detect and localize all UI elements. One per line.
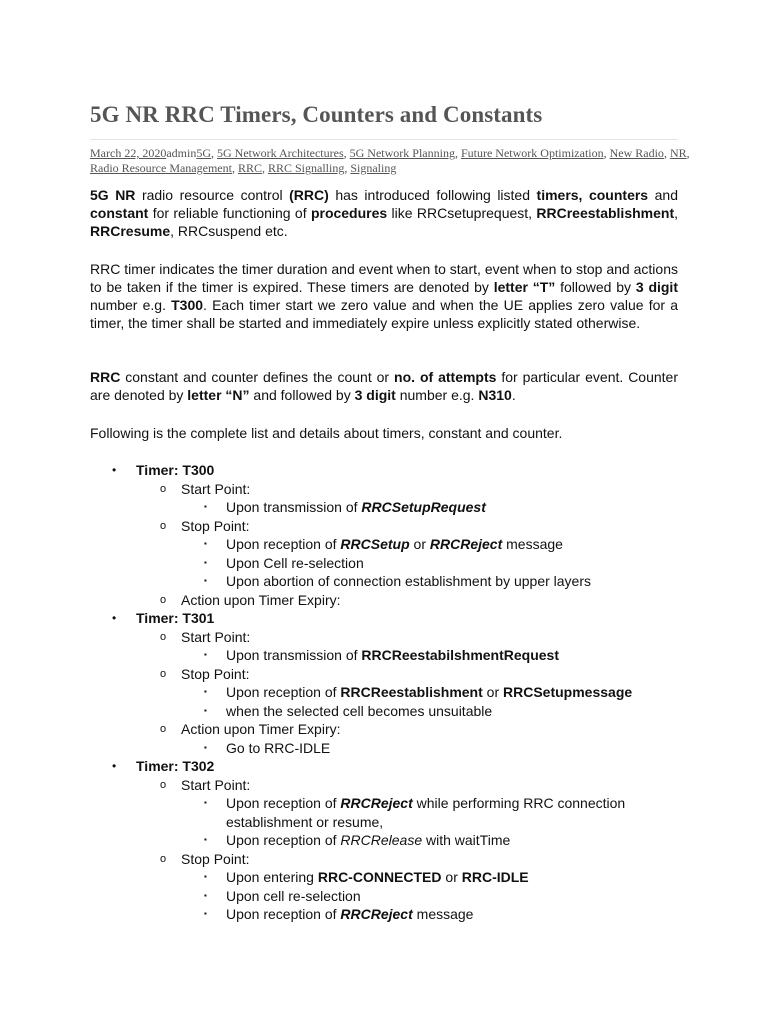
list-item-continuation: establishment or resume, <box>226 813 384 830</box>
square-marker: ▪ <box>204 502 207 511</box>
circle-marker: o <box>160 630 167 643</box>
list-item: ▪ Upon abortion of connection establishment by upper layers <box>204 573 591 589</box>
list-intro-paragraph: Following is the complete list and details about timers, constant and counter. <box>90 425 563 441</box>
list-item: ▪ Upon reception of RRCSetup or RRCReject message <box>204 536 563 552</box>
page-title: 5G NR RRC Timers, Counters and Constants <box>90 102 543 127</box>
circle-marker: o <box>160 593 167 606</box>
square-marker: ▪ <box>204 798 207 807</box>
circle-marker: o <box>160 667 167 680</box>
category-link-radio-resource-management[interactable]: Radio Resource Management <box>90 161 232 175</box>
list-item-timer-t301: • Timer: T301 <box>112 610 215 626</box>
circle-marker: o <box>160 723 167 735</box>
list-item: ▪ Upon reception of RRCReject while performing RRC connection <box>204 795 626 811</box>
square-marker: ▪ <box>204 890 207 900</box>
category-link-rrc-signalling[interactable]: RRC Signalling <box>267 161 345 175</box>
square-marker: ▪ <box>204 909 207 918</box>
bullet-marker: • <box>112 759 117 773</box>
counter-description-paragraph: RRC constant and counter defines the count or no. of attempts for particular event. Counter are denoted by letter “N” and followed by 3 digit number e.g. N310. <box>90 369 678 403</box>
category-link-nr[interactable]: NR <box>669 146 687 160</box>
list-item: ▪ Upon reception of RRCReject message <box>204 906 474 922</box>
category-link-5g-network-planning[interactable]: 5G Network Planning <box>349 146 455 160</box>
square-marker: ▪ <box>204 872 207 881</box>
post-meta: March 22, 2020admin5G, 5G Network Architectures, 5G Network Planning, Future Network Optimization, New Radio, NR, Radio Resource Management, RRC, RRC Signalling, Signaling <box>90 146 690 175</box>
list-item: ▪ Upon cell re-selection <box>204 887 361 904</box>
post-date-link[interactable]: March 22, 2020 <box>90 146 167 160</box>
list-item: ▪ Upon transmission of RRCSetupRequest <box>204 499 486 515</box>
square-marker: ▪ <box>204 576 207 585</box>
title-divider <box>90 139 678 140</box>
list-item-timer-t302: • Timer: T302 <box>112 758 215 774</box>
category-link-future-network-optimization[interactable]: Future Network Optimization <box>460 146 604 160</box>
circle-marker: o <box>160 852 167 865</box>
list-item: ▪ when the selected cell becomes unsuitable <box>204 702 493 719</box>
list-item: ▪ Upon transmission of RRCReestabilshmentRequest <box>204 647 560 663</box>
list-item-stop-point: o Stop Point: <box>160 850 250 867</box>
square-marker: ▪ <box>204 557 207 567</box>
post-author: admin <box>166 146 197 160</box>
category-link-signaling[interactable]: Signaling <box>350 161 397 175</box>
list-item-action-on-expiry: o Action upon Timer Expiry: <box>160 721 341 737</box>
intro-paragraph: 5G NR radio resource control (RRC) has introduced following listed timers, counters and constant for reliable functioning of procedures like RRCsetuprequest, RRCreestablishment, RRCresume, RRCsuspend etc. <box>90 187 678 239</box>
list-item-action-on-expiry: o Action upon Timer Expiry: <box>160 591 341 608</box>
list-item: ▪ Upon Cell re-selection <box>204 554 364 571</box>
list-item-start-point: o Start Point: <box>160 628 251 645</box>
list-item-start-point: o Start Point: <box>160 776 251 793</box>
circle-marker: o <box>160 778 167 791</box>
timer-description-paragraph: RRC timer indicates the timer duration and event when to start, event when to stop and actions to be taken if the timer is expired. These timers are denoted by letter “T” followed by 3 digit number e.g. T300. Each timer start we zero value and when the UE applies zero value for a timer, the timer shall be started and immediately expire unless explicitly stated otherwise. <box>90 261 678 331</box>
square-marker: ▪ <box>204 705 207 715</box>
square-marker: ▪ <box>204 742 207 752</box>
category-link-5g[interactable]: 5G <box>196 146 211 160</box>
list-item-stop-point: o Stop Point: <box>160 665 250 682</box>
category-link-new-radio[interactable]: New Radio <box>609 146 664 160</box>
category-link-5g-network-architectures[interactable]: 5G Network Architectures <box>217 146 344 160</box>
square-marker: ▪ <box>204 539 207 548</box>
list-item: ▪ Upon reception of RRCReestablishment or RRCSetupmessage <box>204 684 633 700</box>
bullet-marker: • <box>112 463 117 477</box>
list-item: ▪ Upon reception of RRCRelease with waitTime <box>204 832 511 848</box>
bullet-marker: • <box>112 611 117 625</box>
timer-list <box>0 461 768 924</box>
list-item: ▪ Upon entering RRC-CONNECTED or RRC-IDLE <box>204 869 529 885</box>
square-marker: ▪ <box>204 687 207 696</box>
list-item-start-point: o Start Point: <box>160 480 251 497</box>
list-item-timer-t300: • Timer: T300 <box>112 462 215 478</box>
square-marker: ▪ <box>204 835 207 844</box>
list-item: ▪ Go to RRC-IDLE <box>204 739 331 756</box>
circle-marker: o <box>160 482 167 495</box>
circle-marker: o <box>160 519 167 532</box>
list-item-stop-point: o Stop Point: <box>160 517 250 534</box>
category-link-rrc[interactable]: RRC <box>237 161 262 175</box>
square-marker: ▪ <box>204 650 207 659</box>
